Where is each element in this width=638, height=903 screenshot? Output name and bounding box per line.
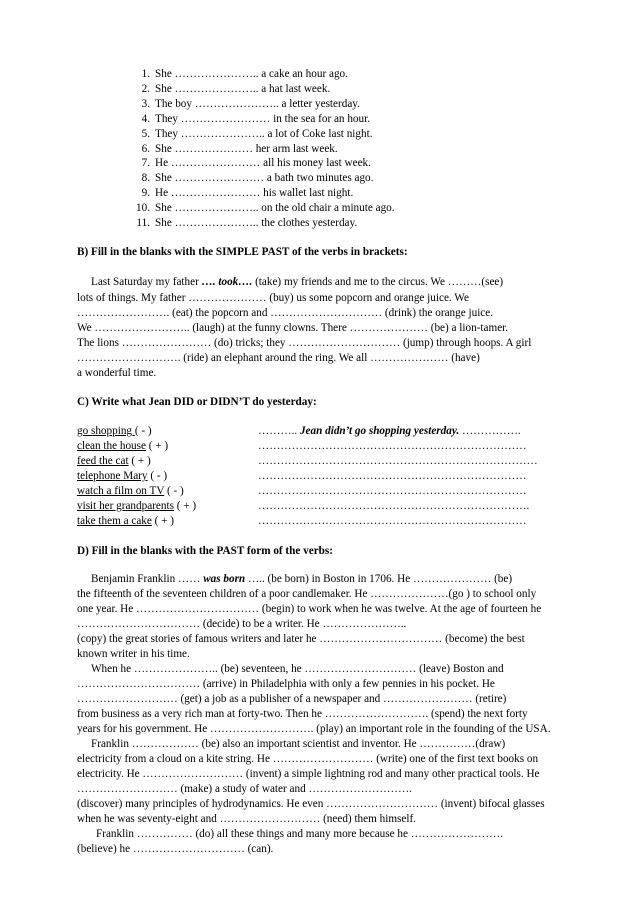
activity-sign: ( + ): [145, 440, 169, 452]
answer-line: ……………………………………………………………….: [258, 500, 530, 512]
activity-sign: ( - ): [134, 425, 152, 437]
list-item-number: 8.: [141, 172, 150, 184]
list-item-text: She …………………… a bath two minutes ago.: [155, 172, 374, 184]
list-item-number: 9.: [141, 187, 150, 199]
list-item-number: 11.: [136, 217, 150, 229]
example-answer: was born: [203, 573, 246, 585]
activity-label: [77, 514, 174, 528]
activity-text: clean the house: [77, 440, 146, 452]
text-fragment: (take) my friends and me to the circus. We ………(see): [252, 276, 504, 288]
list-item-text: She ………………… her arm last week.: [155, 143, 338, 155]
section-c-heading: C) Write what Jean DID or DIDN’T do yesterday:: [77, 396, 317, 408]
paragraph-line: The lions …………………… (do) tricks; they ………………………… (jump) through hoops. A girl: [77, 337, 532, 349]
paragraph-line: ……………………… (get) a job as a publisher of a newspaper and …………………… (retire): [77, 693, 507, 705]
paragraph-line: the fifteenth of the seventeen children of a poor candlemaker. He …………………(go ) to school only: [77, 588, 537, 600]
activity-sign: ( + ): [128, 455, 151, 467]
activity-label: [77, 469, 167, 483]
paragraph-line: from business as a very rich man at forty-two. Then he ………………………. (spend) the next forty: [77, 708, 528, 720]
list-item-number: 5.: [141, 128, 150, 140]
example-answer: Jean didn’t go shopping yesterday.: [299, 425, 460, 437]
paragraph-line: ……………………. (eat) the popcorn and ………………………… (drink) the orange juice.: [77, 307, 494, 319]
answer-line: ………………………………………………………………: [258, 440, 527, 452]
answer-line: ………………………………………………………………: [258, 485, 527, 497]
list-item-text: He …………………… all his money last week.: [155, 157, 371, 169]
paragraph-line: years for his government. He ………………………. (play) an important role in the founding of the USA.: [77, 723, 551, 735]
list-item-number: 3.: [141, 98, 150, 110]
activity-label: [77, 484, 184, 498]
list-item-text: She ………………….. on the old chair a minute ago.: [155, 202, 395, 214]
list-item-text: He …………………… his wallet last night.: [155, 187, 354, 199]
activity-text: watch a film on TV: [77, 485, 165, 497]
example-answer: …. took….: [201, 276, 253, 288]
activity-text: telephone Mary: [77, 470, 148, 482]
list-item-text: They …………………… in the sea for an hour.: [155, 113, 371, 125]
paragraph-line: …………………………… (decide) to be a writer. He …………………..: [77, 618, 407, 630]
paragraph-line: We …………………….. (laugh) at the funny clowns. There ………………… (be) a lion-tamer.: [77, 322, 509, 334]
paragraph-line: electricity from a cloud on a kite string. He ……………………… (write) one of the first text books on: [77, 753, 539, 765]
paragraph-line: known writer in his time.: [77, 648, 190, 660]
activity-label: [77, 454, 151, 468]
paragraph-line: When he ………………….. (be) seventeen, he ………………………… (leave) Boston and: [91, 663, 504, 675]
paragraph-line: electricity. He ……………………… (invent) a simple lightning rod and many other practical tools. He: [77, 768, 540, 780]
paragraph-line: a wonderful time.: [77, 367, 157, 379]
list-item-number: 1.: [141, 68, 150, 80]
activity-sign: ( + ): [151, 515, 175, 527]
list-item-number: 4.: [141, 113, 150, 125]
activity-text: go shopping: [77, 425, 135, 437]
paragraph-line: (discover) many principles of hydrodynamics. He even ………………………… (invent) bifocal glasses: [77, 798, 545, 810]
answer-line: [258, 424, 521, 438]
activity-text: visit her grandparents: [77, 500, 174, 512]
paragraph-line: ……………………… (make) a study of water and ……………………….: [77, 783, 412, 795]
answer-line: ………………………………………………………………: [258, 470, 527, 482]
text-fragment: Last Saturday my father: [91, 276, 202, 288]
answer-line: …………………………………………………………………: [258, 455, 538, 467]
list-item-text: She ………………….. a hat last week.: [155, 83, 331, 95]
list-item-number: 10.: [136, 202, 150, 214]
list-item-number: 2.: [141, 83, 150, 95]
paragraph-line: [91, 275, 503, 289]
activity-text: take them a cake: [77, 515, 152, 527]
list-item-text: She ………………….. the clothes yesterday.: [155, 217, 358, 229]
answer-line: ………………………………………………………………: [258, 515, 527, 527]
paragraph-line: Franklin ……………… (be) also an important scientist and inventor. He ……………(draw): [91, 738, 506, 750]
activity-sign: ( + ): [173, 500, 197, 512]
paragraph-line: ………………………. (ride) an elephant around the ring. We all ………………… (have): [77, 352, 480, 364]
paragraph-line: (copy) the great stories of famous writers and later he …………………………… (become) the best: [77, 633, 525, 645]
activity-sign: ( - ): [147, 470, 168, 482]
section-d-heading: D) Fill in the blanks with the PAST form of the verbs:: [77, 545, 333, 557]
activity-label: [77, 439, 168, 453]
list-item-text: She ………………….. a cake an hour ago.: [155, 68, 348, 80]
text-fragment: ….. (be born) in Boston in 1706. He ………………… (be): [245, 573, 513, 585]
list-item-text: The boy ………………….. a letter yesterday.: [155, 98, 360, 110]
activity-label: [77, 499, 196, 513]
paragraph-line: Franklin …………… (do) all these things and many more because he …………………….: [96, 828, 504, 840]
activity-text: feed the cat: [77, 455, 129, 467]
list-item-text: They ………………….. a lot of Coke last night.: [155, 128, 373, 140]
paragraph-line: [91, 572, 512, 586]
activity-label: [77, 424, 152, 438]
text-fragment: …………….: [459, 425, 521, 437]
paragraph-line: …………………………… (arrive) in Philadelphia with only a few pennies in his pocket. He: [77, 678, 495, 690]
paragraph-line: one year. He …………………………… (begin) to work when he was twelve. At the age of fourteen he: [77, 603, 542, 615]
paragraph-line: lots of things. My father ………………… (buy) us some popcorn and orange juice. We: [77, 292, 469, 304]
paragraph-line: (believe) he ………………………… (can).: [77, 843, 274, 855]
text-fragment: Benjamin Franklin ……: [91, 573, 204, 585]
list-item-number: 6.: [141, 143, 150, 155]
activity-sign: ( - ): [164, 485, 184, 497]
text-fragment: ………..: [258, 425, 300, 437]
paragraph-line: when he was seventy-eight and ……………………… (need) them himself.: [77, 813, 416, 825]
section-b-heading: B) Fill in the blanks with the SIMPLE PAST of the verbs in brackets:: [77, 246, 408, 258]
list-item-number: 7.: [141, 157, 150, 169]
